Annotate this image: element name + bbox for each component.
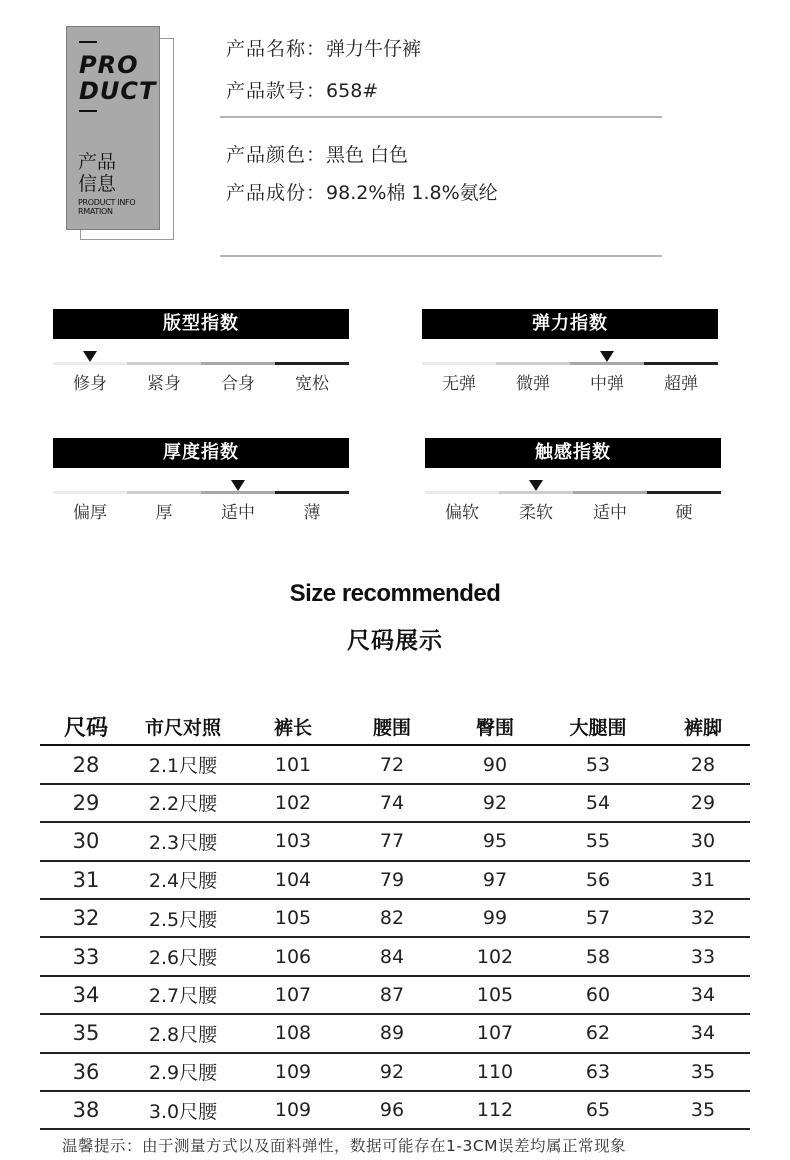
table-cell: 58 [585,945,611,968]
scale-segment [127,362,201,365]
table-cell: 112 [476,1099,514,1122]
index-options [422,369,718,395]
table-cell: 55 [585,830,611,853]
table-cell: 35 [690,1060,716,1083]
table-cell: 32 [690,907,716,930]
table-cell: 84 [379,945,405,968]
index-options [53,498,349,524]
scale-segment [573,491,647,494]
table-cell: 99 [482,907,508,930]
product-code-row [226,76,378,103]
index-option-label: 宽松 [295,374,329,394]
scale-segment [127,491,201,494]
product-info-card [66,26,160,230]
table-cell: 53 [585,753,611,776]
table-cell: 106 [274,945,312,968]
index-title: 触感指数 [425,438,721,468]
measurement-note: 温馨提示：由于测量方式以及面料弹性，数据可能存在1-3CM误差均属正常现象 [62,1137,627,1155]
table-cell: 107 [476,1022,514,1045]
product-color-label: 产品颜色： [226,144,327,166]
index-title: 弹力指数 [422,309,718,339]
table-row [40,977,750,1015]
info-divider-bottom [220,255,662,257]
table-cell: 90 [482,753,508,776]
table-cell: 2.4尺腰 [148,870,218,893]
card-top-bar [79,41,97,43]
table-cell: 29 [690,791,716,814]
table-cell: 2.2尺腰 [148,793,218,816]
table-cell: 62 [585,1022,611,1045]
index-option-label: 紧身 [147,374,181,394]
scale-segment [422,362,496,365]
product-code-value: 658# [326,80,379,102]
table-cell: 102 [274,791,312,814]
index-option-label: 微弹 [516,374,550,394]
table-cell: 2.9尺腰 [148,1062,218,1085]
scale-segment [647,491,721,494]
table-cell: 30 [72,829,100,854]
size-title-cn: 尺码展示 [347,628,443,654]
table-cell: 82 [379,907,405,930]
table-cell: 2.7尺腰 [148,985,218,1008]
table-row [40,746,750,784]
table-row [40,1092,750,1130]
table-cell: 29 [72,790,100,815]
product-color-row [226,140,408,167]
column-header: 臀围 [475,716,515,739]
table-cell: 28 [690,753,716,776]
table-cell: 3.0尺腰 [148,1100,218,1123]
table-cell: 101 [274,753,312,776]
table-cell: 2.1尺腰 [148,755,218,778]
product-material-row [226,178,498,205]
index-scale [53,351,349,365]
index-scale [53,480,349,494]
scale-segment [275,362,349,365]
table-cell: 103 [274,830,312,853]
index-option-label: 柔软 [519,503,553,523]
card-title-line1: 产品 [78,151,117,173]
index-option-label: 合身 [221,374,255,394]
table-cell: 72 [379,753,405,776]
size-table-header [40,708,750,746]
table-cell: 89 [379,1022,405,1045]
table-cell: 96 [379,1099,405,1122]
index-options [425,498,721,524]
scale-segment [425,491,499,494]
index-option-label: 偏厚 [73,503,107,523]
table-cell: 28 [72,752,100,777]
scale-segment [499,491,573,494]
index-option-label: 薄 [303,503,321,523]
elasticity-index [422,309,718,395]
product-name-value: 弹力牛仔裤 [326,38,422,60]
table-row [40,938,750,976]
selected-marker-icon [231,480,245,491]
table-row [40,862,750,900]
scale-segment [201,362,275,365]
table-cell: 2.6尺腰 [148,947,218,970]
table-row [40,900,750,938]
index-options [53,369,349,395]
table-cell: 31 [72,867,100,892]
table-cell: 79 [379,868,405,891]
table-row [40,823,750,861]
table-row [40,1015,750,1053]
table-cell: 30 [690,830,716,853]
table-cell: 104 [274,868,312,891]
table-cell: 95 [482,830,508,853]
table-cell: 31 [690,868,716,891]
table-cell: 74 [379,791,405,814]
table-cell: 34 [690,983,716,1006]
table-cell: 2.3尺腰 [148,831,218,854]
card-subtitle: PRODUCT INFO RMATION [78,198,136,216]
product-color-value: 黑色 白色 [326,144,409,166]
scale-segment [53,362,127,365]
product-name-row [226,34,421,61]
table-cell: 35 [72,1021,100,1046]
index-option-label: 硬 [675,503,693,523]
table-cell: 110 [476,1060,514,1083]
scale-segment [53,491,127,494]
index-option-label: 超弹 [664,374,698,394]
size-title-en: Size recommended [289,580,501,607]
index-scale [425,480,721,494]
table-cell: 109 [274,1060,312,1083]
table-cell: 2.8尺腰 [148,1023,218,1046]
selected-marker-icon [600,351,614,362]
index-option-label: 适中 [593,503,627,523]
table-cell: 33 [72,944,100,969]
index-title: 厚度指数 [53,438,349,468]
product-name-label: 产品名称： [226,38,327,60]
selected-marker-icon [83,351,97,362]
table-cell: 54 [585,791,611,814]
table-cell: 2.5尺腰 [148,908,218,931]
table-row [40,1054,750,1092]
column-header: 裤脚 [683,716,723,739]
table-cell: 35 [690,1099,716,1122]
table-cell: 92 [482,791,508,814]
table-row [40,785,750,823]
table-cell: 38 [72,1098,100,1123]
table-cell: 102 [476,945,514,968]
table-cell: 32 [72,906,100,931]
column-header: 市尺对照 [144,716,222,739]
index-option-label: 无弹 [442,374,476,394]
table-cell: 108 [274,1022,312,1045]
size-table-body [40,746,750,1130]
table-cell: 92 [379,1060,405,1083]
column-header: 裤长 [273,716,313,739]
table-cell: 34 [690,1022,716,1045]
table-cell: 33 [690,945,716,968]
product-code-label: 产品款号： [226,80,327,102]
column-header: 腰围 [372,716,412,739]
thickness-index [53,438,349,524]
scale-segment [275,491,349,494]
column-header: 大腿围 [569,716,627,739]
card-logo-line1: PRO [79,51,139,79]
index-option-label: 中弹 [590,374,624,394]
table-cell: 36 [72,1059,100,1084]
index-title: 版型指数 [53,309,349,339]
product-material-value: 98.2%棉 1.8%氨纶 [326,182,498,204]
card-mid-bar [79,110,97,112]
table-cell: 107 [274,983,312,1006]
table-cell: 105 [476,983,514,1006]
touch-index [425,438,721,524]
index-scale [422,351,718,365]
scale-segment [644,362,718,365]
size-table [40,708,750,1130]
index-option-label: 厚 [155,503,173,523]
index-option-label: 适中 [221,503,255,523]
scale-segment [201,491,275,494]
table-cell: 63 [585,1060,611,1083]
column-header: 尺码 [63,715,109,741]
scale-segment [496,362,570,365]
table-cell: 65 [585,1099,611,1122]
card-title-line2: 信息 [78,173,117,195]
table-cell: 34 [72,982,100,1007]
table-cell: 60 [585,983,611,1006]
table-cell: 87 [379,983,405,1006]
card-logo-line2: DUCT [79,77,157,105]
index-option-label: 偏软 [445,503,479,523]
scale-segment [570,362,644,365]
info-divider-top [220,116,662,118]
table-cell: 56 [585,868,611,891]
table-cell: 109 [274,1099,312,1122]
fit-index [53,309,349,395]
product-material-label: 产品成份： [226,182,327,204]
table-cell: 105 [274,907,312,930]
selected-marker-icon [529,480,543,491]
table-cell: 57 [585,907,611,930]
table-cell: 97 [482,868,508,891]
index-option-label: 修身 [73,374,107,394]
table-cell: 77 [379,830,405,853]
